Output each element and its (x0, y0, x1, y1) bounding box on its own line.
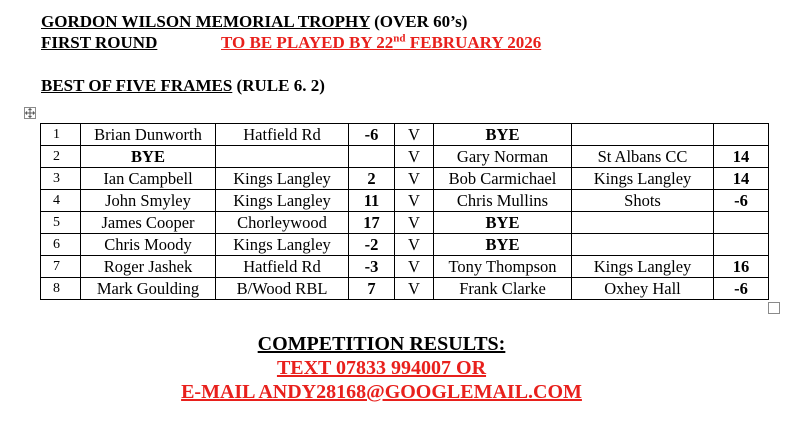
trophy-title (41, 12, 467, 32)
handicap-home: 7 (349, 278, 395, 300)
trophy-title-suffix: (OVER 60’s) (369, 12, 468, 31)
club-away: St Albans CC (572, 146, 714, 168)
player-away: Tony Thompson (434, 256, 572, 278)
player-away: BYE (434, 212, 572, 234)
versus: V (395, 124, 434, 146)
versus: V (395, 278, 434, 300)
results-heading: COMPETITION RESULTS: (257, 333, 506, 355)
club-away: Kings Langley (572, 256, 714, 278)
four-way-arrow-icon[interactable] (24, 107, 36, 119)
club-away: Oxhey Hall (572, 278, 714, 300)
handicap-home: 17 (349, 212, 395, 234)
table-row (41, 212, 769, 234)
player-home: Chris Moody (81, 234, 216, 256)
table-row (41, 124, 769, 146)
player-home: BYE (81, 146, 216, 168)
table-row (41, 234, 769, 256)
table-row (41, 146, 769, 168)
trophy-title-name: GORDON WILSON MEMORIAL TROPHY (41, 12, 370, 31)
handicap-away (714, 234, 769, 256)
match-number: 6 (41, 234, 81, 256)
draw-table-body (41, 124, 769, 300)
club-away: Shots (572, 190, 714, 212)
results-email-line[interactable]: E-MAIL ANDY28168@GOOGLEMAIL.COM (181, 381, 582, 403)
deadline-ordinal: nd (393, 32, 406, 45)
club-home (216, 146, 349, 168)
deadline (221, 33, 541, 53)
round-label: FIRST ROUND (41, 33, 158, 52)
club-home: Kings Langley (216, 190, 349, 212)
handicap-away: 14 (714, 146, 769, 168)
resize-square-icon[interactable] (768, 302, 780, 314)
club-home: Chorleywood (216, 212, 349, 234)
club-away: Kings Langley (572, 168, 714, 190)
player-away: BYE (434, 124, 572, 146)
match-number: 4 (41, 190, 81, 212)
club-home: Kings Langley (216, 168, 349, 190)
versus: V (395, 256, 434, 278)
table-row (41, 256, 769, 278)
handicap-home (349, 146, 395, 168)
format-line (41, 76, 325, 96)
match-number: 3 (41, 168, 81, 190)
handicap-away: 16 (714, 256, 769, 278)
player-home: Roger Jashek (81, 256, 216, 278)
deadline-prefix: TO BE PLAYED BY 22 (221, 33, 394, 52)
player-home: John Smyley (81, 190, 216, 212)
handicap-home: 11 (349, 190, 395, 212)
match-number: 1 (41, 124, 81, 146)
handicap-away: -6 (714, 190, 769, 212)
club-home: B/Wood RBL (216, 278, 349, 300)
handicap-home: -3 (349, 256, 395, 278)
results-text-line: TEXT 07833 994007 OR (276, 357, 487, 379)
versus: V (395, 234, 434, 256)
match-number: 8 (41, 278, 81, 300)
versus: V (395, 168, 434, 190)
handicap-home: -2 (349, 234, 395, 256)
handicap-home: 2 (349, 168, 395, 190)
player-home: James Cooper (81, 212, 216, 234)
versus: V (395, 190, 434, 212)
club-home: Hatfield Rd (216, 124, 349, 146)
table-row (41, 168, 769, 190)
player-away: Frank Clarke (434, 278, 572, 300)
round-line (41, 33, 157, 53)
club-home: Hatfield Rd (216, 256, 349, 278)
format-rule: (RULE 6. 2) (232, 76, 325, 95)
handicap-away: 14 (714, 168, 769, 190)
versus: V (395, 212, 434, 234)
format-label: BEST OF FIVE FRAMES (41, 76, 233, 95)
table-row (41, 190, 769, 212)
match-number: 2 (41, 146, 81, 168)
player-home: Mark Goulding (81, 278, 216, 300)
club-home: Kings Langley (216, 234, 349, 256)
player-away: Chris Mullins (434, 190, 572, 212)
match-number: 7 (41, 256, 81, 278)
draw-table (40, 123, 769, 300)
club-away (572, 124, 714, 146)
player-away: Bob Carmichael (434, 168, 572, 190)
handicap-away (714, 124, 769, 146)
player-home: Brian Dunworth (81, 124, 216, 146)
match-number: 5 (41, 212, 81, 234)
club-away (572, 212, 714, 234)
versus: V (395, 146, 434, 168)
handicap-home: -6 (349, 124, 395, 146)
player-away: Gary Norman (434, 146, 572, 168)
player-home: Ian Campbell (81, 168, 216, 190)
player-away: BYE (434, 234, 572, 256)
club-away (572, 234, 714, 256)
handicap-away: -6 (714, 278, 769, 300)
table-row (41, 278, 769, 300)
deadline-suffix: FEBRUARY 2026 (405, 33, 542, 52)
handicap-away (714, 212, 769, 234)
